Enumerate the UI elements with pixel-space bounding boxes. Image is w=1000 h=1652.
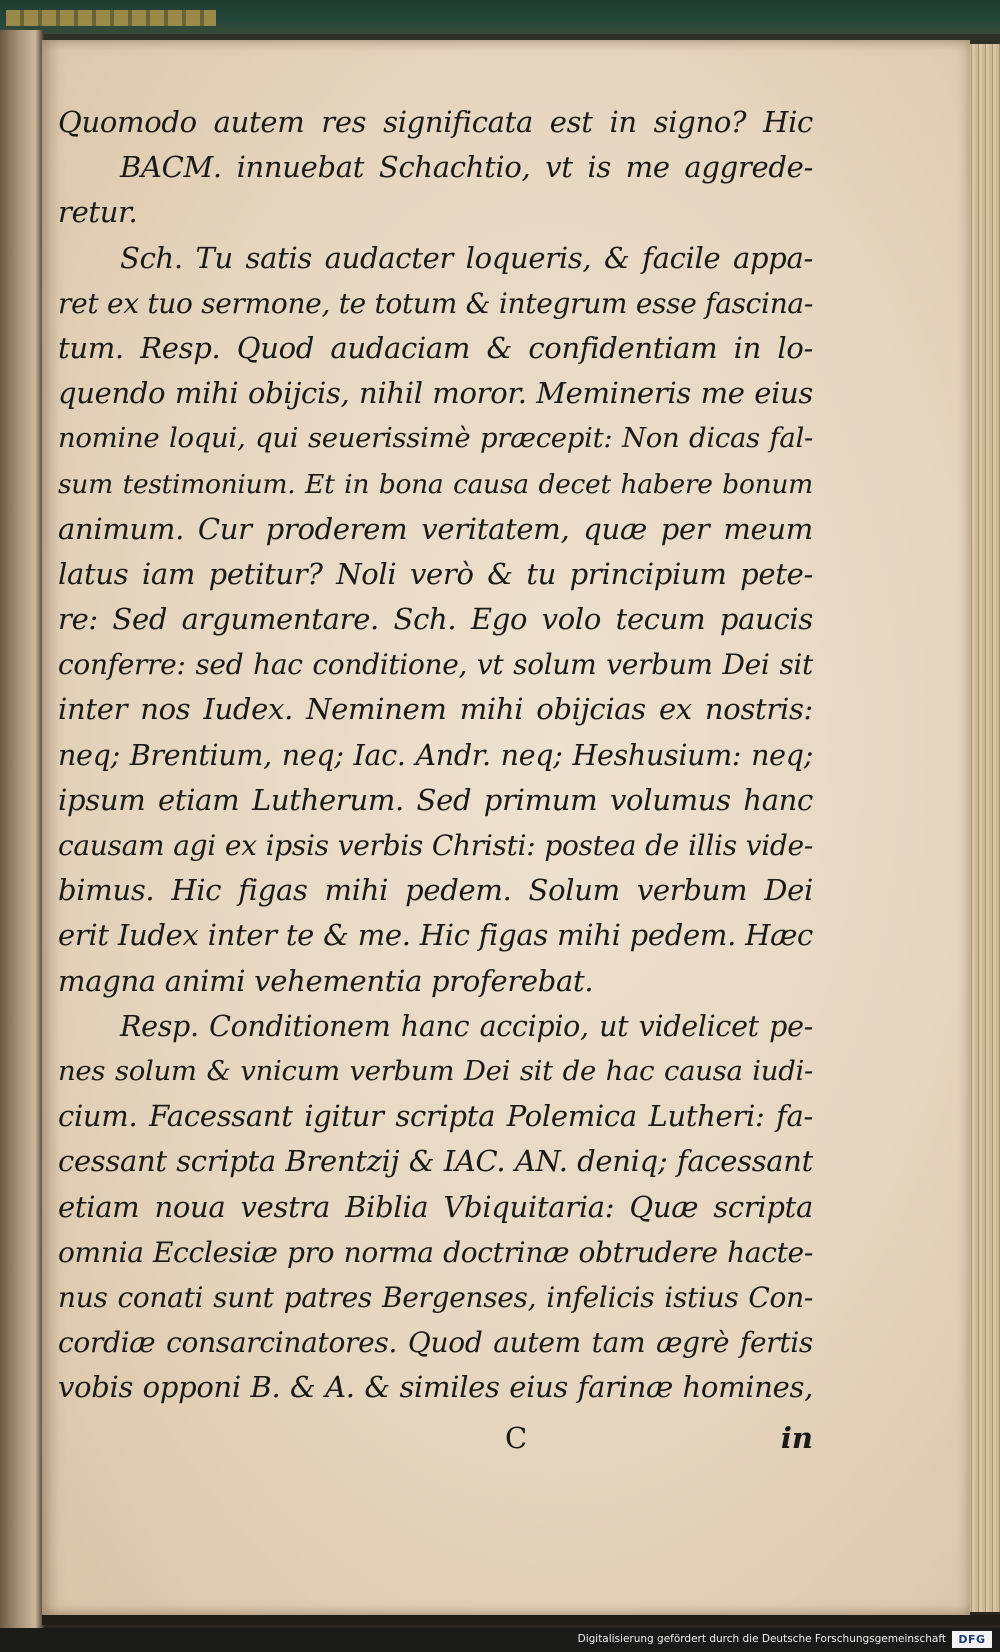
page-text	[58, 100, 813, 1410]
gilt-spine-decoration	[6, 10, 216, 26]
text-line: cium. Facessant igitur scripta Polemica Lutheri: fa-	[58, 1099, 813, 1134]
text-line: bimus. Hic figas mihi pedem. Solum verbum Dei	[58, 873, 813, 908]
text-line: inter nos Iudex. Neminem mihi obijcias ex nostris:	[58, 692, 813, 727]
text-line: retur.	[58, 195, 138, 230]
page-stack-edge	[968, 44, 1000, 1612]
text-line: ret ex tuo sermone, te totum & integrum esse fascina-	[58, 286, 813, 320]
text-line: etiam noua vestra Biblia Vbiquitaria: Quæ scripta	[58, 1189, 813, 1224]
text-line: magna animi vehementia proferebat.	[58, 963, 594, 998]
text-line: re: Sed argumentare. Sch. Ego volo tecum paucis	[58, 602, 813, 637]
text-line: cordiæ consarcinatores. Quod autem tam ægrè fertis	[58, 1326, 813, 1360]
text-line: animum. Cur proderem veritatem, quæ per meum	[58, 511, 813, 546]
funding-credit: Digitalisierung gefördert durch die Deutsche Forschungsgemeinschaft	[577, 1633, 946, 1645]
page-bottom-shadow	[42, 1615, 1000, 1625]
text-line: nes solum & vnicum verbum Dei sit de hac causa iudi-	[58, 1054, 813, 1087]
text-line: nus conati sunt patres Bergenses, infelicis istius Con-	[58, 1280, 813, 1314]
previous-leaf-edge	[0, 30, 44, 1630]
text-line: causam agi ex ipsis verbis Christi: postea de illis vide-	[58, 829, 813, 862]
text-line: erit Iudex inter te & me. Hic figas mihi pedem. Hæc	[58, 918, 813, 953]
text-line: neq; Brentium, neq; Iac. Andr. neq; Heshusium: neq;	[58, 738, 813, 772]
text-line: ipsum etiam Lutherum. Sed primum volumus hanc	[58, 782, 813, 817]
text-line: nomine loqui, qui seuerissimè præcepit: Non dicas fal-	[58, 422, 813, 455]
text-line: Resp. Conditionem hanc accipio, ut videlicet pe-	[120, 1009, 813, 1043]
text-line: cessant scripta Brentzij & IAC. AN. deniq; facessant	[58, 1144, 813, 1179]
page-foot	[58, 1421, 813, 1466]
text-line: Sch. Tu satis audacter loqueris, & facile appa-	[120, 240, 813, 275]
text-line: BACM. innuebat Schachtio, vt is me aggrede-	[120, 150, 813, 185]
text-line: sum testimonium. Et in bona causa decet habere bonum	[58, 468, 813, 500]
signature-mark: C	[505, 1421, 528, 1455]
text-line: conferre: sed hac conditione, vt solum verbum Dei sit	[58, 648, 813, 682]
text-line: latus iam petitur? Noli verò & tu principium pete-	[58, 556, 813, 591]
text-line: quendo mihi obijcis, nihil moror. Memineris me eius	[58, 376, 813, 411]
catchword: in	[780, 1421, 813, 1455]
text-line: vobis opponi B. & A. & similes eius farinæ homines,	[58, 1370, 813, 1405]
text-line: Quomodo autem res significata est in signo? Hic	[58, 105, 813, 139]
text-line: tum. Resp. Quod audaciam & confidentiam in lo-	[58, 330, 813, 365]
book-binding	[0, 0, 1000, 34]
dfg-logo: DFG	[952, 1631, 992, 1648]
text-line: omnia Ecclesiæ pro norma doctrinæ obtrudere hacte-	[58, 1235, 813, 1269]
